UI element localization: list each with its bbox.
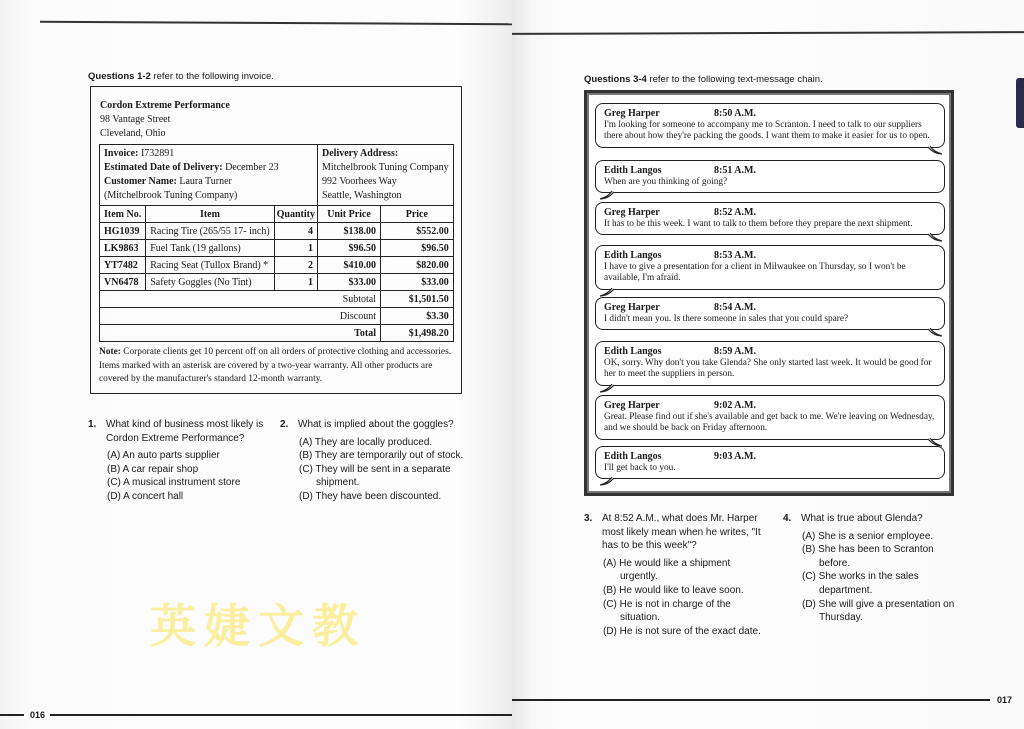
subtotal-value: $1,501.50 (381, 291, 454, 308)
message-time: 8:59 A.M. (714, 346, 756, 357)
delivery-address (318, 145, 454, 206)
answer-option[interactable]: (B) A car repair shop (107, 463, 199, 475)
answer-option[interactable]: (C) They will be sent in a separate shipment. (299, 463, 451, 489)
delivery-date-label: Estimated Date of Delivery: (104, 162, 223, 173)
intro-bold: Questions 3-4 (584, 74, 647, 85)
table-row (100, 257, 454, 274)
company-city: Cleveland, Ohio (100, 128, 166, 139)
unit-price: $33.00 (318, 274, 381, 291)
table-row (100, 274, 454, 291)
footer-line (0, 714, 24, 716)
section-intro (584, 74, 823, 85)
note-text: Corporate clients get 10 percent off on all orders of protective clothing and accessories. Items marked with an asterisk are covered by a two-year warranty. All other products are covered by the manufacturer's standard 12-month warranty. (99, 347, 452, 384)
item-name: Fuel Tank (19 gallons) (146, 240, 274, 257)
message-text: It has to be this week. I want to talk to them before they prepare the next shipment. (604, 218, 913, 229)
answer-option[interactable]: (A) They are locally produced. (299, 436, 433, 448)
message-bubble (595, 202, 945, 235)
address-line: 992 Voorhees Way (322, 176, 397, 187)
price: $552.00 (381, 223, 454, 240)
company-name: Cordon Extreme Performance (100, 100, 230, 111)
message-time: 8:53 A.M. (714, 250, 756, 261)
item-name: Safety Goggles (No Tint) (146, 274, 274, 291)
message-text: I'll get back to you. (604, 462, 676, 473)
answer-option[interactable]: (C) She works in the sales department. (802, 571, 919, 596)
discount-value: $3.30 (381, 308, 454, 325)
message-time: 9:02 A.M. (714, 400, 756, 411)
sender-name: Greg Harper (604, 108, 660, 119)
message-bubble (595, 341, 945, 386)
message-text: I have to give a presentation for a client in Milwaukee on Thursday, so I won't be available, I'm afraid. (604, 261, 906, 283)
chapter-tab (1016, 78, 1024, 128)
item-number: LK9863 (100, 240, 146, 257)
address-line: Mitchelbrook Tuning Company (322, 162, 449, 173)
answer-option[interactable]: (C) He is not in charge of the situation. (603, 598, 731, 624)
question-stem: What is implied about the goggles? (298, 419, 454, 430)
address-line: Seattle, Washington (322, 190, 402, 201)
item-number: VN6478 (100, 274, 146, 291)
price: $820.00 (381, 257, 454, 274)
sender-name: Edith Langos (604, 250, 662, 261)
item-name: Racing Seat (Tullox Brand) * (146, 257, 274, 274)
answer-option[interactable]: (B) He would like to leave soon. (603, 584, 744, 596)
invoice-info (100, 145, 318, 206)
message-bubble (595, 103, 945, 148)
sender-name: Greg Harper (604, 302, 660, 313)
message-time: 8:54 A.M. (714, 302, 756, 313)
message-text: OK, sorry. Why don't you take Glenda? She only started last week. It would be good for her to meet the suppliers in person. (604, 357, 932, 379)
message-time: 8:52 A.M. (714, 207, 756, 218)
invoice-number: I732891 (140, 148, 175, 159)
answer-option[interactable]: (A) She is a senior employee. (802, 530, 934, 542)
invoice-label: Invoice: (104, 148, 139, 159)
question-1 (88, 418, 266, 504)
message-bubble (595, 395, 945, 440)
message-text: I'm looking for someone to accompany me to Scranton. I need to talk to our suppliers there about how they're packing the goods. I want them to make it easier for us to open. (604, 119, 930, 141)
watermark: 英婕文教 (150, 599, 366, 653)
answer-option[interactable]: (D) She will give a presentation on Thursday. (802, 598, 955, 624)
message-time: 9:03 A.M. (714, 451, 756, 462)
intro-text: refer to the following text-message chain. (646, 74, 823, 85)
answer-option[interactable]: (A) He would like a shipment urgently. (603, 557, 731, 583)
table-header (100, 206, 454, 223)
bubble-tail-icon (600, 191, 614, 200)
quantity: 1 (274, 274, 317, 291)
discount-row (100, 308, 454, 325)
subtotal-row (100, 291, 454, 308)
section-intro (88, 71, 274, 82)
bubble-tail-icon (928, 233, 942, 242)
customer-company: (Mitchelbrook Tuning Company) (104, 190, 238, 201)
page-number: 017 (997, 695, 1013, 705)
message-time: 8:50 A.M. (714, 108, 756, 119)
subtotal-label: Subtotal (100, 291, 381, 308)
sender-name: Edith Langos (604, 346, 662, 357)
text-message-chain (584, 90, 954, 496)
column-header: Item No. (100, 206, 146, 223)
invoice-table (99, 144, 454, 342)
invoice-note (99, 346, 457, 387)
column-header: Unit Price (318, 206, 381, 223)
sender-name: Greg Harper (604, 207, 660, 218)
question-stem: At 8:52 A.M., what does Mr. Harper most likely mean when he writes, "It has to be this week"? (602, 513, 761, 552)
question-2 (280, 418, 468, 504)
price: $96.50 (381, 240, 454, 257)
footer-line (50, 714, 512, 716)
answer-option[interactable]: (C) A musical instrument store (107, 477, 241, 489)
delivery-date: December 23 (225, 162, 279, 173)
question-4 (783, 512, 961, 625)
intro-text: refer to the following invoice. (150, 71, 274, 82)
discount-label: Discount (100, 308, 381, 325)
total-value: $1,498.20 (381, 325, 454, 342)
answer-option[interactable]: (A) An auto parts supplier (107, 450, 220, 462)
quantity: 1 (274, 240, 317, 257)
quantity: 2 (274, 257, 317, 274)
message-bubble (595, 297, 945, 330)
message-text: I didn't mean you. Is there someone in sales that you could spare? (604, 313, 849, 324)
divider (40, 21, 512, 25)
item-number: YT7482 (100, 257, 146, 274)
answer-option[interactable]: (D) A concert hall (107, 490, 184, 502)
quantity: 4 (274, 223, 317, 240)
question-number: 3. (584, 513, 593, 524)
answer-option[interactable]: (D) They have been discounted. (299, 490, 442, 502)
bubble-tail-icon (600, 384, 614, 393)
answer-option[interactable]: (B) They are temporarily out of stock. (299, 450, 464, 462)
address-label: Delivery Address: (322, 148, 399, 159)
answer-option[interactable]: (D) He is not sure of the exact date. (603, 625, 761, 637)
message-bubble (595, 160, 945, 193)
page-number: 016 (30, 710, 46, 720)
bubble-tail-icon (928, 328, 942, 337)
sender-name: Greg Harper (604, 400, 660, 411)
message-text: Great. Please find out if she's available and get back to me. We're leaving on Wednesday, and we should be back on Friday afternoon. (604, 411, 935, 433)
price: $33.00 (381, 274, 454, 291)
unit-price: $410.00 (318, 257, 381, 274)
bubble-tail-icon (600, 477, 614, 486)
sender-name: Edith Langos (604, 451, 662, 462)
note-label: Note: (99, 347, 121, 357)
company-block (100, 99, 453, 141)
question-number: 2. (280, 419, 289, 430)
column-header: Quantity (274, 206, 317, 223)
intro-bold: Questions 1-2 (88, 71, 151, 82)
question-3 (584, 512, 767, 638)
table-row (100, 240, 454, 257)
message-bubble (595, 446, 945, 479)
question-number: 1. (88, 419, 97, 430)
item-name: Racing Tire (265/55 17- inch) (146, 223, 274, 240)
footer-line (512, 699, 990, 701)
invoice (90, 86, 462, 394)
unit-price: $138.00 (318, 223, 381, 240)
unit-price: $96.50 (318, 240, 381, 257)
sender-name: Edith Langos (604, 165, 662, 176)
customer-name: Laura Turner (179, 176, 232, 187)
item-number: HG1039 (100, 223, 146, 240)
total-label: Total (100, 325, 381, 342)
table-row (100, 223, 454, 240)
message-text: When are you thinking of going? (604, 176, 728, 187)
question-stem: What is true about Glenda? (801, 513, 923, 524)
column-header: Price (381, 206, 454, 223)
question-number: 4. (783, 513, 792, 524)
bubble-tail-icon (928, 146, 942, 155)
answer-option[interactable]: (B) She has been to Scranton before. (802, 544, 934, 569)
divider (512, 31, 1024, 35)
question-stem: What kind of business most likely is Cordon Extreme Performance? (106, 419, 264, 444)
total-row (100, 325, 454, 342)
bubble-tail-icon (600, 288, 614, 297)
message-bubble (595, 245, 945, 290)
company-street: 98 Vantage Street (100, 114, 171, 125)
column-header: Item (146, 206, 274, 223)
customer-label: Customer Name: (104, 176, 177, 187)
message-time: 8:51 A.M. (714, 165, 756, 176)
